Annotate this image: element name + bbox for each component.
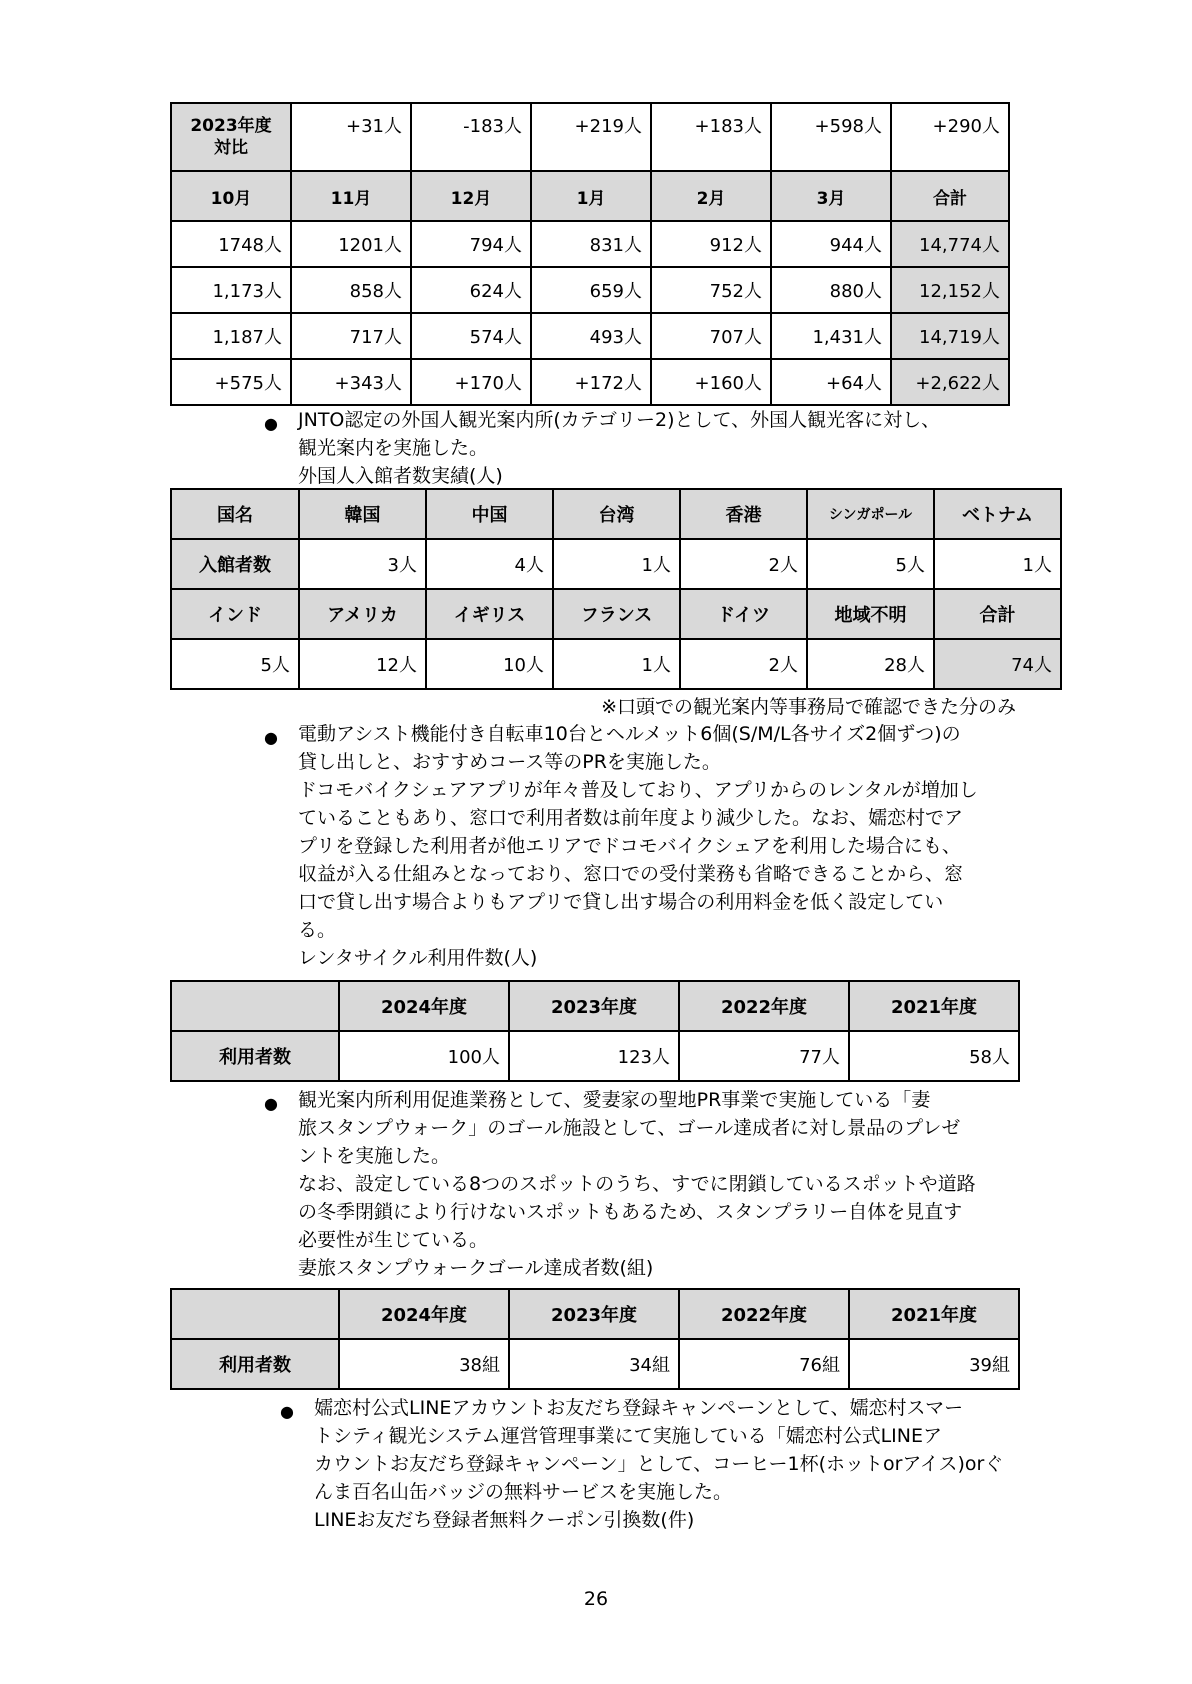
text-line: 口で貸し出す場合よりもアプリで貸し出す場合の利用料金を低く設定してい xyxy=(298,891,944,913)
text-line: カウントお友だち登録キャンペーン」として、コーヒー1杯(ホットorアイス)orぐ xyxy=(314,1453,1004,1475)
table-cell: 493人 xyxy=(531,313,651,359)
text-line: 貸し出しと、おすすめコース等のPRを実施した。 xyxy=(298,751,721,773)
column-header: フランス xyxy=(553,589,680,639)
text-line: トシティ観光システム運営管理事業にて実施している「嬬恋村公式LINEア xyxy=(314,1425,942,1447)
total-cell: 74人 xyxy=(934,639,1061,689)
column-header: 11月 xyxy=(291,171,411,221)
column-header: 2月 xyxy=(651,171,771,221)
table-cell: 34組 xyxy=(509,1339,679,1389)
table-cell: +160人 xyxy=(651,359,771,405)
table-cell: 12人 xyxy=(299,639,426,689)
column-header: 12月 xyxy=(411,171,531,221)
column-header: シンガポール xyxy=(807,489,934,539)
table-cell: 944人 xyxy=(771,221,891,267)
table-note: ※口頭での観光案内等事務局で確認できた分のみ xyxy=(601,696,1016,718)
table-cell: 5人 xyxy=(807,539,934,589)
table-cell: 794人 xyxy=(411,221,531,267)
table-cell: 1201人 xyxy=(291,221,411,267)
year-header-row xyxy=(171,981,1019,1031)
rental-cycle-table xyxy=(170,980,1020,1082)
table-cell: 4人 xyxy=(426,539,553,589)
table-cell: 123人 xyxy=(509,1031,679,1081)
table-cell: +575人 xyxy=(171,359,291,405)
text-line: 収益が入る仕組みとなっており、窓口での受付業務も省略できることから、窓 xyxy=(298,863,964,885)
column-header: 韓国 xyxy=(299,489,426,539)
table-row xyxy=(171,539,1061,589)
column-header: インド xyxy=(171,589,299,639)
column-header: アメリカ xyxy=(299,589,426,639)
table-cell: 2人 xyxy=(680,539,807,589)
table-cell: 38組 xyxy=(339,1339,509,1389)
table-caption: レンタサイクル利用件数(人) xyxy=(298,947,538,969)
text-line: る。 xyxy=(298,919,337,941)
table-cell: -183人 xyxy=(411,103,531,171)
column-header: 合計 xyxy=(934,589,1061,639)
table-cell: 58人 xyxy=(849,1031,1019,1081)
table-cell: 659人 xyxy=(531,267,651,313)
table-cell: 717人 xyxy=(291,313,411,359)
line-campaign-paragraph xyxy=(314,1394,1003,1534)
column-header: 国名 xyxy=(171,489,299,539)
bullet-icon: ● xyxy=(280,1402,294,1421)
column-header: 2021年度 xyxy=(849,981,1019,1031)
table-cell: 1,187人 xyxy=(171,313,291,359)
column-header: 地域不明 xyxy=(807,589,934,639)
column-header: 1月 xyxy=(531,171,651,221)
row-label: 2023年度 対比 xyxy=(171,103,291,171)
table-cell: 76組 xyxy=(679,1339,849,1389)
table-cell: 28人 xyxy=(807,639,934,689)
table-cell: 1人 xyxy=(553,539,680,589)
comparison-row xyxy=(171,103,1009,171)
monthly-visitors-table xyxy=(170,102,1010,406)
table-cell: 5人 xyxy=(171,639,299,689)
table-cell: 1,173人 xyxy=(171,267,291,313)
column-header: 3月 xyxy=(771,171,891,221)
text-line: プリを登録した利用者が他エリアでドコモバイクシェアを利用した場合にも、 xyxy=(298,835,961,857)
table-row xyxy=(171,267,1009,313)
table-cell: 1,431人 xyxy=(771,313,891,359)
bike-paragraph xyxy=(298,720,978,972)
table-caption: 妻旅スタンプウォークゴール達成者数(組) xyxy=(298,1257,654,1279)
text-line: 必要性が生じている。 xyxy=(298,1229,489,1251)
table-cell: 100人 xyxy=(339,1031,509,1081)
column-header: 台湾 xyxy=(553,489,680,539)
stamp-paragraph xyxy=(298,1086,976,1282)
column-header: 2021年度 xyxy=(849,1289,1019,1339)
text-line: 旅スタンプウォーク」のゴール施設として、ゴール達成者に対し景品のプレゼ xyxy=(298,1117,961,1139)
column-header: 2024年度 xyxy=(339,1289,509,1339)
table-cell: 3人 xyxy=(299,539,426,589)
total-cell: 14,719人 xyxy=(891,313,1009,359)
column-header: ベトナム xyxy=(934,489,1061,539)
table-row xyxy=(171,1339,1019,1389)
table-cell: 752人 xyxy=(651,267,771,313)
column-header: 10月 xyxy=(171,171,291,221)
row-label: 入館者数 xyxy=(171,539,299,589)
column-header: 2023年度 xyxy=(509,981,679,1031)
table-cell: 39組 xyxy=(849,1339,1019,1389)
text-line: 電動アシスト機能付き自転車10台とヘルメット6個(S/M/L各サイズ2個ずつ)の xyxy=(298,723,961,745)
page-number: 26 xyxy=(583,1588,609,1610)
table-cell: 1748人 xyxy=(171,221,291,267)
total-cell: 12,152人 xyxy=(891,267,1009,313)
table-cell: 2人 xyxy=(680,639,807,689)
text-line: なお、設定している8つのスポットのうち、すでに閉鎖しているスポットや道路 xyxy=(298,1173,976,1195)
table-cell: 912人 xyxy=(651,221,771,267)
table-cell: 574人 xyxy=(411,313,531,359)
table-cell: 1人 xyxy=(934,539,1061,589)
column-header: 合計 xyxy=(891,171,1009,221)
table-cell: 10人 xyxy=(426,639,553,689)
table-cell: +598人 xyxy=(771,103,891,171)
table-caption: 外国人入館者数実績(人) xyxy=(298,465,503,487)
table-cell: +170人 xyxy=(411,359,531,405)
table-cell: +64人 xyxy=(771,359,891,405)
text-line: の冬季閉鎖により行けないスポットもあるため、スタンプラリー自体を見直す xyxy=(298,1201,963,1223)
text-line: ていることもあり、窓口で利用者数は前年度より減少した。なお、嬬恋村でア xyxy=(298,807,964,829)
country-header-row xyxy=(171,489,1061,539)
foreign-visitors-table xyxy=(170,488,1062,690)
column-header: イギリス xyxy=(426,589,553,639)
jnto-paragraph xyxy=(298,406,940,490)
text-line: 観光案内所利用促進業務として、愛妻家の聖地PR事業で実施している「妻 xyxy=(298,1089,931,1111)
text-line: JNTO認定の外国人観光案内所(カテゴリー2)として、外国人観光客に対し、 xyxy=(298,409,941,431)
column-header: ドイツ xyxy=(680,589,807,639)
table-cell: 858人 xyxy=(291,267,411,313)
bullet-icon: ● xyxy=(264,1094,278,1113)
table-cell: +343人 xyxy=(291,359,411,405)
table-caption: LINEお友だち登録者無料クーポン引換数(件) xyxy=(314,1509,695,1531)
table-cell: +219人 xyxy=(531,103,651,171)
text-line: 観光案内を実施した。 xyxy=(298,437,489,459)
table-row xyxy=(171,313,1009,359)
row-label: 利用者数 xyxy=(171,1339,339,1389)
column-header: 2022年度 xyxy=(679,981,849,1031)
text-line: 嬬恋村公式LINEアカウントお友だち登録キャンペーンとして、嬬恋村スマー xyxy=(314,1397,964,1419)
column-header: 2023年度 xyxy=(509,1289,679,1339)
month-header-row xyxy=(171,171,1009,221)
table-cell: +290人 xyxy=(891,103,1009,171)
column-header xyxy=(171,1289,339,1339)
stamp-walk-table xyxy=(170,1288,1020,1390)
table-row xyxy=(171,221,1009,267)
table-cell: 624人 xyxy=(411,267,531,313)
table-cell: 831人 xyxy=(531,221,651,267)
table-cell: +172人 xyxy=(531,359,651,405)
bullet-icon: ● xyxy=(264,728,278,747)
column-header: 2024年度 xyxy=(339,981,509,1031)
total-cell: 14,774人 xyxy=(891,221,1009,267)
column-header: 2022年度 xyxy=(679,1289,849,1339)
table-cell: 880人 xyxy=(771,267,891,313)
table-row xyxy=(171,1031,1019,1081)
table-cell: 707人 xyxy=(651,313,771,359)
text-line: んま百名山缶バッジの無料サービスを実施した。 xyxy=(314,1481,733,1503)
column-header xyxy=(171,981,339,1031)
text-line: ドコモバイクシェアアプリが年々普及しており、アプリからのレンタルが増加し xyxy=(298,779,978,801)
table-row xyxy=(171,639,1061,689)
total-cell: +2,622人 xyxy=(891,359,1009,405)
year-header-row xyxy=(171,1289,1019,1339)
table-cell: +183人 xyxy=(651,103,771,171)
column-header: 香港 xyxy=(680,489,807,539)
country-header-row xyxy=(171,589,1061,639)
table-row xyxy=(171,359,1009,405)
table-cell: +31人 xyxy=(291,103,411,171)
table-cell: 1人 xyxy=(553,639,680,689)
bullet-icon: ● xyxy=(264,414,278,433)
table-cell: 77人 xyxy=(679,1031,849,1081)
text-line: ントを実施した。 xyxy=(298,1145,451,1167)
column-header: 中国 xyxy=(426,489,553,539)
row-label: 利用者数 xyxy=(171,1031,339,1081)
